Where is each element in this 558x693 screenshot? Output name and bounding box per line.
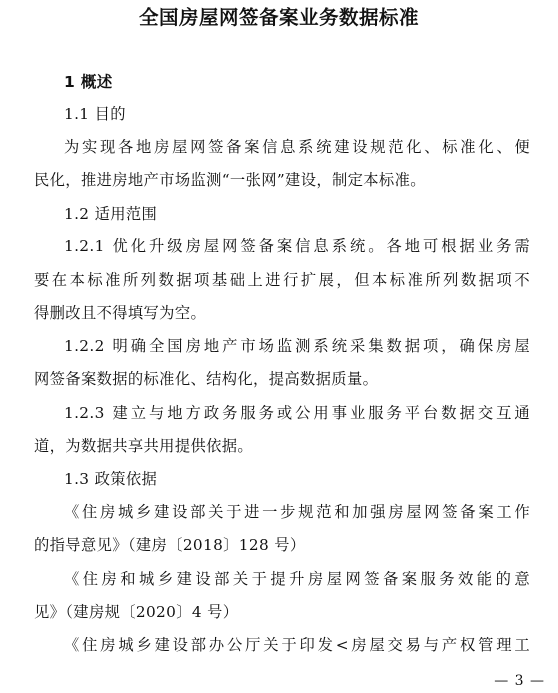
paragraph-line: 道，为数据共享共用提供依据。 — [34, 437, 254, 455]
paragraph-line: 1.2.1 优化升级房屋网签备案信息系统。各地可根据业务需 — [64, 237, 530, 255]
paragraph-line: 民化，推进房地产市场监测“一张网”建设，制定本标准。 — [34, 171, 426, 189]
paragraph-line: 网签备案数据的标准化、结构化，提高数据质量。 — [34, 370, 379, 388]
paragraph-line: 1.2.2 明确全国房地产市场监测系统采集数据项，确保房屋 — [64, 337, 530, 355]
paragraph-line: 《住房城乡建设部关于进一步规范和加强房屋网签备案工作 — [64, 503, 530, 521]
section-1-3-heading: 1.3 政策依据 — [64, 470, 158, 488]
paragraph-line: 1.2.3 建立与地方政务服务或公用事业服务平台数据交互通 — [64, 404, 530, 422]
paragraph-line: 要在本标准所列数据项基础上进行扩展，但本标准所列数据项不 — [34, 271, 530, 289]
paragraph-line: 《住房城乡建设部办公厅关于印发<房屋交易与产权管理工 — [64, 636, 530, 654]
paragraph-line: 《住房和城乡建设部关于提升房屋网签备案服务效能的意 — [64, 570, 530, 588]
section-1-1-heading: 1.1 目的 — [64, 105, 126, 123]
paragraph-line: 得删改且不得填写为空。 — [34, 304, 207, 322]
paragraph-line: 为实现各地房屋网签备案信息系统建设规范化、标准化、便 — [64, 138, 530, 156]
section-1-heading: 1 概述 — [64, 73, 113, 91]
paragraph-line: 的指导意见》（建房〔2018〕128 号） — [34, 536, 306, 554]
document-title: 全国房屋网签备案业务数据标准 — [138, 6, 419, 29]
paragraph-line: 见》（建房规〔2020〕4 号） — [34, 603, 239, 621]
page-number: — 3 — — [494, 673, 545, 689]
section-1-2-heading: 1.2 适用范围 — [64, 205, 158, 223]
